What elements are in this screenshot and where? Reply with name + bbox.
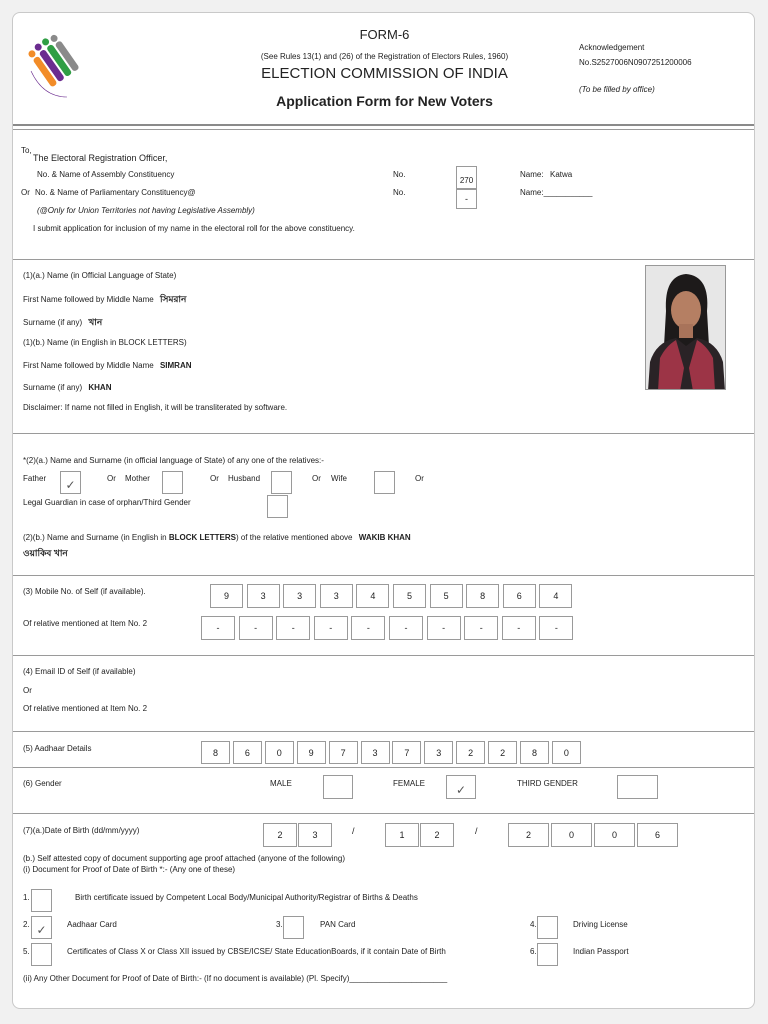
section-divider-5 — [13, 731, 754, 732]
doc-3-checkbox[interactable] — [283, 916, 304, 939]
first-name-official-row — [23, 292, 186, 307]
mobile-self-digit-box[interactable]: 3 — [247, 584, 280, 608]
aadhaar-digit-box[interactable]: 2 — [488, 741, 517, 764]
form-title: Application Form for New Voters — [276, 93, 493, 109]
mother-label: Mother — [125, 474, 150, 483]
email-relative-label: Of relative mentioned at Item No. 2 — [23, 704, 148, 713]
assembly-label: No. & Name of Assembly Constituency — [37, 170, 175, 179]
dob-digit-box[interactable]: 2 — [420, 823, 454, 847]
dob-digit-box[interactable]: 1 — [385, 823, 419, 847]
aadhaar-digit-box[interactable]: 7 — [392, 741, 421, 764]
or-label-2: Or — [210, 474, 219, 483]
mobile-self-digit-box[interactable]: 9 — [210, 584, 243, 608]
aadhaar-digit-box[interactable]: 6 — [233, 741, 262, 764]
mobile-relative-label: Of relative mentioned at Item No. 2 — [23, 619, 148, 628]
doc-6-label: Indian Passport — [573, 947, 629, 956]
surname-english-row — [23, 383, 111, 392]
dob-digit-box[interactable]: 3 — [298, 823, 332, 847]
dob-digit-box[interactable]: 6 — [637, 823, 678, 847]
doc-1-number: 1. — [23, 893, 30, 902]
relative-english-heading — [23, 533, 411, 542]
aadhaar-digit-box[interactable]: 2 — [456, 741, 485, 764]
section-divider-6 — [13, 767, 754, 768]
surname-official-row — [23, 315, 102, 330]
husband-label: Husband — [228, 474, 261, 483]
dob-label: (7)(a.)Date of Birth (dd/mm/yyyy) — [23, 826, 140, 835]
doc-2-label: Aadhaar Card — [67, 920, 117, 929]
header-divider — [13, 124, 754, 126]
relative-heading: *(2)(a.) Name and Surname (in official language of State) of any one of the relatives:- — [23, 456, 324, 465]
section-divider-1 — [13, 259, 754, 260]
office-note: (To be filled by office) — [579, 85, 655, 94]
dob-digit-box[interactable]: 2 — [263, 823, 297, 847]
aadhaar-digit-box[interactable]: 9 — [297, 741, 326, 764]
english-name-heading: (1)(b.) Name (in English in BLOCK LETTERS) — [23, 338, 187, 347]
parliamentary-no-field[interactable]: - — [456, 189, 477, 209]
mobile-self-digit-box[interactable]: 4 — [539, 584, 572, 608]
assembly-no-label: No. — [393, 170, 406, 179]
mobile-relative-digit-box[interactable]: - — [464, 616, 498, 640]
mobile-self-digit-box[interactable]: 3 — [320, 584, 353, 608]
doc-1-checkbox[interactable] — [31, 889, 52, 912]
husband-checkbox[interactable] — [271, 471, 292, 494]
officer-label: The Electoral Registration Officer, — [33, 153, 168, 163]
surname-label-en: Surname (if any) — [23, 383, 83, 392]
mobile-relative-digit-box[interactable]: - — [276, 616, 310, 640]
email-or-label: Or — [23, 686, 32, 695]
mobile-relative-digit-box[interactable]: - — [351, 616, 385, 640]
mother-checkbox[interactable] — [162, 471, 183, 494]
ut-note: (@Only for Union Territories not having Legislative Assembly) — [37, 206, 255, 215]
male-label: MALE — [270, 779, 292, 788]
mobile-self-label: (3) Mobile No. of Self (if available). — [23, 587, 146, 596]
parliamentary-name-label: Name:___________ — [520, 188, 593, 197]
or-label-1: Or — [107, 474, 116, 483]
dob-slash-1: / — [352, 826, 355, 836]
parliamentary-no-label: No. — [393, 188, 406, 197]
mobile-self-digit-box[interactable]: 5 — [393, 584, 426, 608]
doc-1-label: Birth certificate issued by Competent Local Body/Municipal Authority/Registrar of Births & Deaths — [75, 893, 418, 902]
section-divider-4 — [13, 655, 754, 656]
mobile-self-digit-box[interactable]: 8 — [466, 584, 499, 608]
proof-heading-b: (b.) Self attested copy of document supporting age proof attached (anyone of the following) — [23, 854, 345, 863]
official-name-heading: (1)(a.) Name (in Official Language of State) — [23, 271, 177, 280]
doc-5-number: 5. — [23, 947, 30, 956]
mobile-relative-digit-box[interactable]: - — [239, 616, 273, 640]
father-label: Father — [23, 474, 47, 483]
relative-english-heading-bold: BLOCK LETTERS — [168, 533, 236, 542]
first-name-label-en: First Name followed by Middle Name — [23, 361, 154, 370]
other-document-line: (ii) Any Other Document for Proof of Date of Birth:- (If no document is available) (Pl. Specify)______________________ — [23, 974, 448, 983]
dob-digit-box[interactable]: 0 — [594, 823, 635, 847]
relative-english-heading-pre: (2)(b.) Name and Surname (in English in — [23, 533, 169, 542]
applicant-photo-image — [646, 266, 726, 390]
female-label: FEMALE — [393, 779, 426, 788]
guardian-label: Legal Guardian in case of orphan/Third Gender — [23, 498, 191, 507]
to-label: To, — [21, 146, 32, 155]
acknowledgement-label: Acknowledgement — [579, 43, 645, 52]
header-divider-2 — [13, 129, 754, 130]
dob-digit-box[interactable]: 2 — [508, 823, 549, 847]
applicant-photo — [645, 265, 726, 390]
aadhaar-digit-box[interactable]: 0 — [552, 741, 581, 764]
aadhaar-digit-box[interactable]: 3 — [361, 741, 390, 764]
relative-name-official: ওয়াকিব খান — [23, 548, 68, 558]
aadhaar-digit-box[interactable]: 8 — [201, 741, 230, 764]
section-divider-2 — [13, 433, 754, 434]
transliteration-disclaimer: Disclaimer: If name not filled in English, it will be transliterated by software. — [23, 403, 288, 412]
gender-label: (6) Gender — [23, 779, 62, 788]
doc-6-number: 6. — [530, 947, 537, 956]
surname-official: খান — [88, 317, 103, 327]
form-6-sheet — [12, 12, 755, 1009]
mobile-self-digit-box[interactable]: 6 — [503, 584, 536, 608]
assembly-no-field[interactable]: 270 — [456, 166, 477, 189]
surname-label: Surname (if any) — [23, 318, 83, 327]
wife-checkbox[interactable] — [374, 471, 395, 494]
female-checkbox[interactable]: ✓ — [446, 775, 476, 799]
or-label-3: Or — [312, 474, 321, 483]
doc-4-checkbox[interactable] — [537, 916, 558, 939]
wife-label: Wife — [331, 474, 347, 483]
third-gender-checkbox[interactable] — [617, 775, 658, 799]
relative-english-heading-post: ) of the relative mentioned above — [235, 533, 353, 542]
mobile-self-digit-box[interactable]: 3 — [283, 584, 316, 608]
parliamentary-prefix: Or — [21, 188, 30, 197]
mobile-relative-digit-box[interactable]: - — [427, 616, 461, 640]
doc-6-checkbox[interactable] — [537, 943, 558, 966]
first-name-label: First Name followed by Middle Name — [23, 295, 154, 304]
mobile-self-digit-box[interactable]: 4 — [356, 584, 389, 608]
doc-3-label: PAN Card — [320, 920, 356, 929]
dob-slash-2: / — [475, 826, 478, 836]
first-name-english: SIMRAN — [159, 361, 192, 370]
doc-2-number: 2. — [23, 920, 30, 929]
assembly-name-value: Katwa — [550, 170, 573, 179]
mobile-self-digit-box[interactable]: 5 — [430, 584, 463, 608]
acknowledgement-number: No.S2527006N0907251200006 — [579, 58, 692, 67]
commission-name: ELECTION COMMISSION OF INDIA — [261, 65, 508, 82]
mobile-relative-digit-box[interactable]: - — [502, 616, 536, 640]
first-name-official: সিমরান — [159, 294, 187, 304]
proof-heading-i: (i) Document for Proof of Date of Birth *:- (Any one of these) — [23, 865, 236, 874]
submit-statement: I submit application for inclusion of my name in the electoral roll for the above constituency. — [33, 224, 355, 233]
relative-name-english: WAKIB KHAN — [358, 533, 411, 542]
rules-reference: (See Rules 13(1) and (26) of the Registration of Electors Rules, 1960) — [260, 52, 509, 61]
section-divider-3 — [13, 575, 754, 576]
aadhaar-digit-box[interactable]: 3 — [424, 741, 453, 764]
dob-digit-box[interactable]: 0 — [551, 823, 592, 847]
doc-5-checkbox[interactable] — [31, 943, 52, 966]
male-checkbox[interactable] — [323, 775, 353, 799]
mobile-relative-digit-box[interactable]: - — [389, 616, 423, 640]
aadhaar-digit-box[interactable]: 0 — [265, 741, 294, 764]
guardian-checkbox[interactable] — [267, 495, 288, 518]
section-divider-7 — [13, 813, 754, 814]
mobile-relative-digit-box[interactable]: - — [201, 616, 235, 640]
parliamentary-label: No. & Name of Parliamentary Constituency@ — [35, 188, 196, 197]
surname-english: KHAN — [88, 383, 112, 392]
email-self-label: (4) Email ID of Self (if available) — [23, 667, 136, 676]
form-number: FORM-6 — [359, 27, 410, 42]
mobile-relative-digit-box[interactable]: - — [314, 616, 348, 640]
third-gender-label: THIRD GENDER — [517, 779, 578, 788]
doc-3-number: 3. — [276, 920, 283, 929]
doc-4-number: 4. — [530, 920, 537, 929]
first-name-english-row — [23, 361, 192, 370]
mobile-relative-digit-box[interactable]: - — [539, 616, 573, 640]
or-label-4: Or — [415, 474, 424, 483]
father-checkbox[interactable]: ✓ — [60, 471, 81, 494]
assembly-name-label: Name: — [520, 170, 544, 179]
doc-4-label: Driving License — [573, 920, 628, 929]
doc-5-label: Certificates of Class X or Class XII issued by CBSE/ICSE/ State EducationBoards, if it contain Date of Birth — [67, 947, 446, 956]
aadhaar-label: (5) Aadhaar Details — [23, 744, 92, 753]
aadhaar-digit-box[interactable]: 7 — [329, 741, 358, 764]
doc-2-checkbox[interactable]: ✓ — [31, 916, 52, 939]
aadhaar-digit-box[interactable]: 8 — [520, 741, 549, 764]
